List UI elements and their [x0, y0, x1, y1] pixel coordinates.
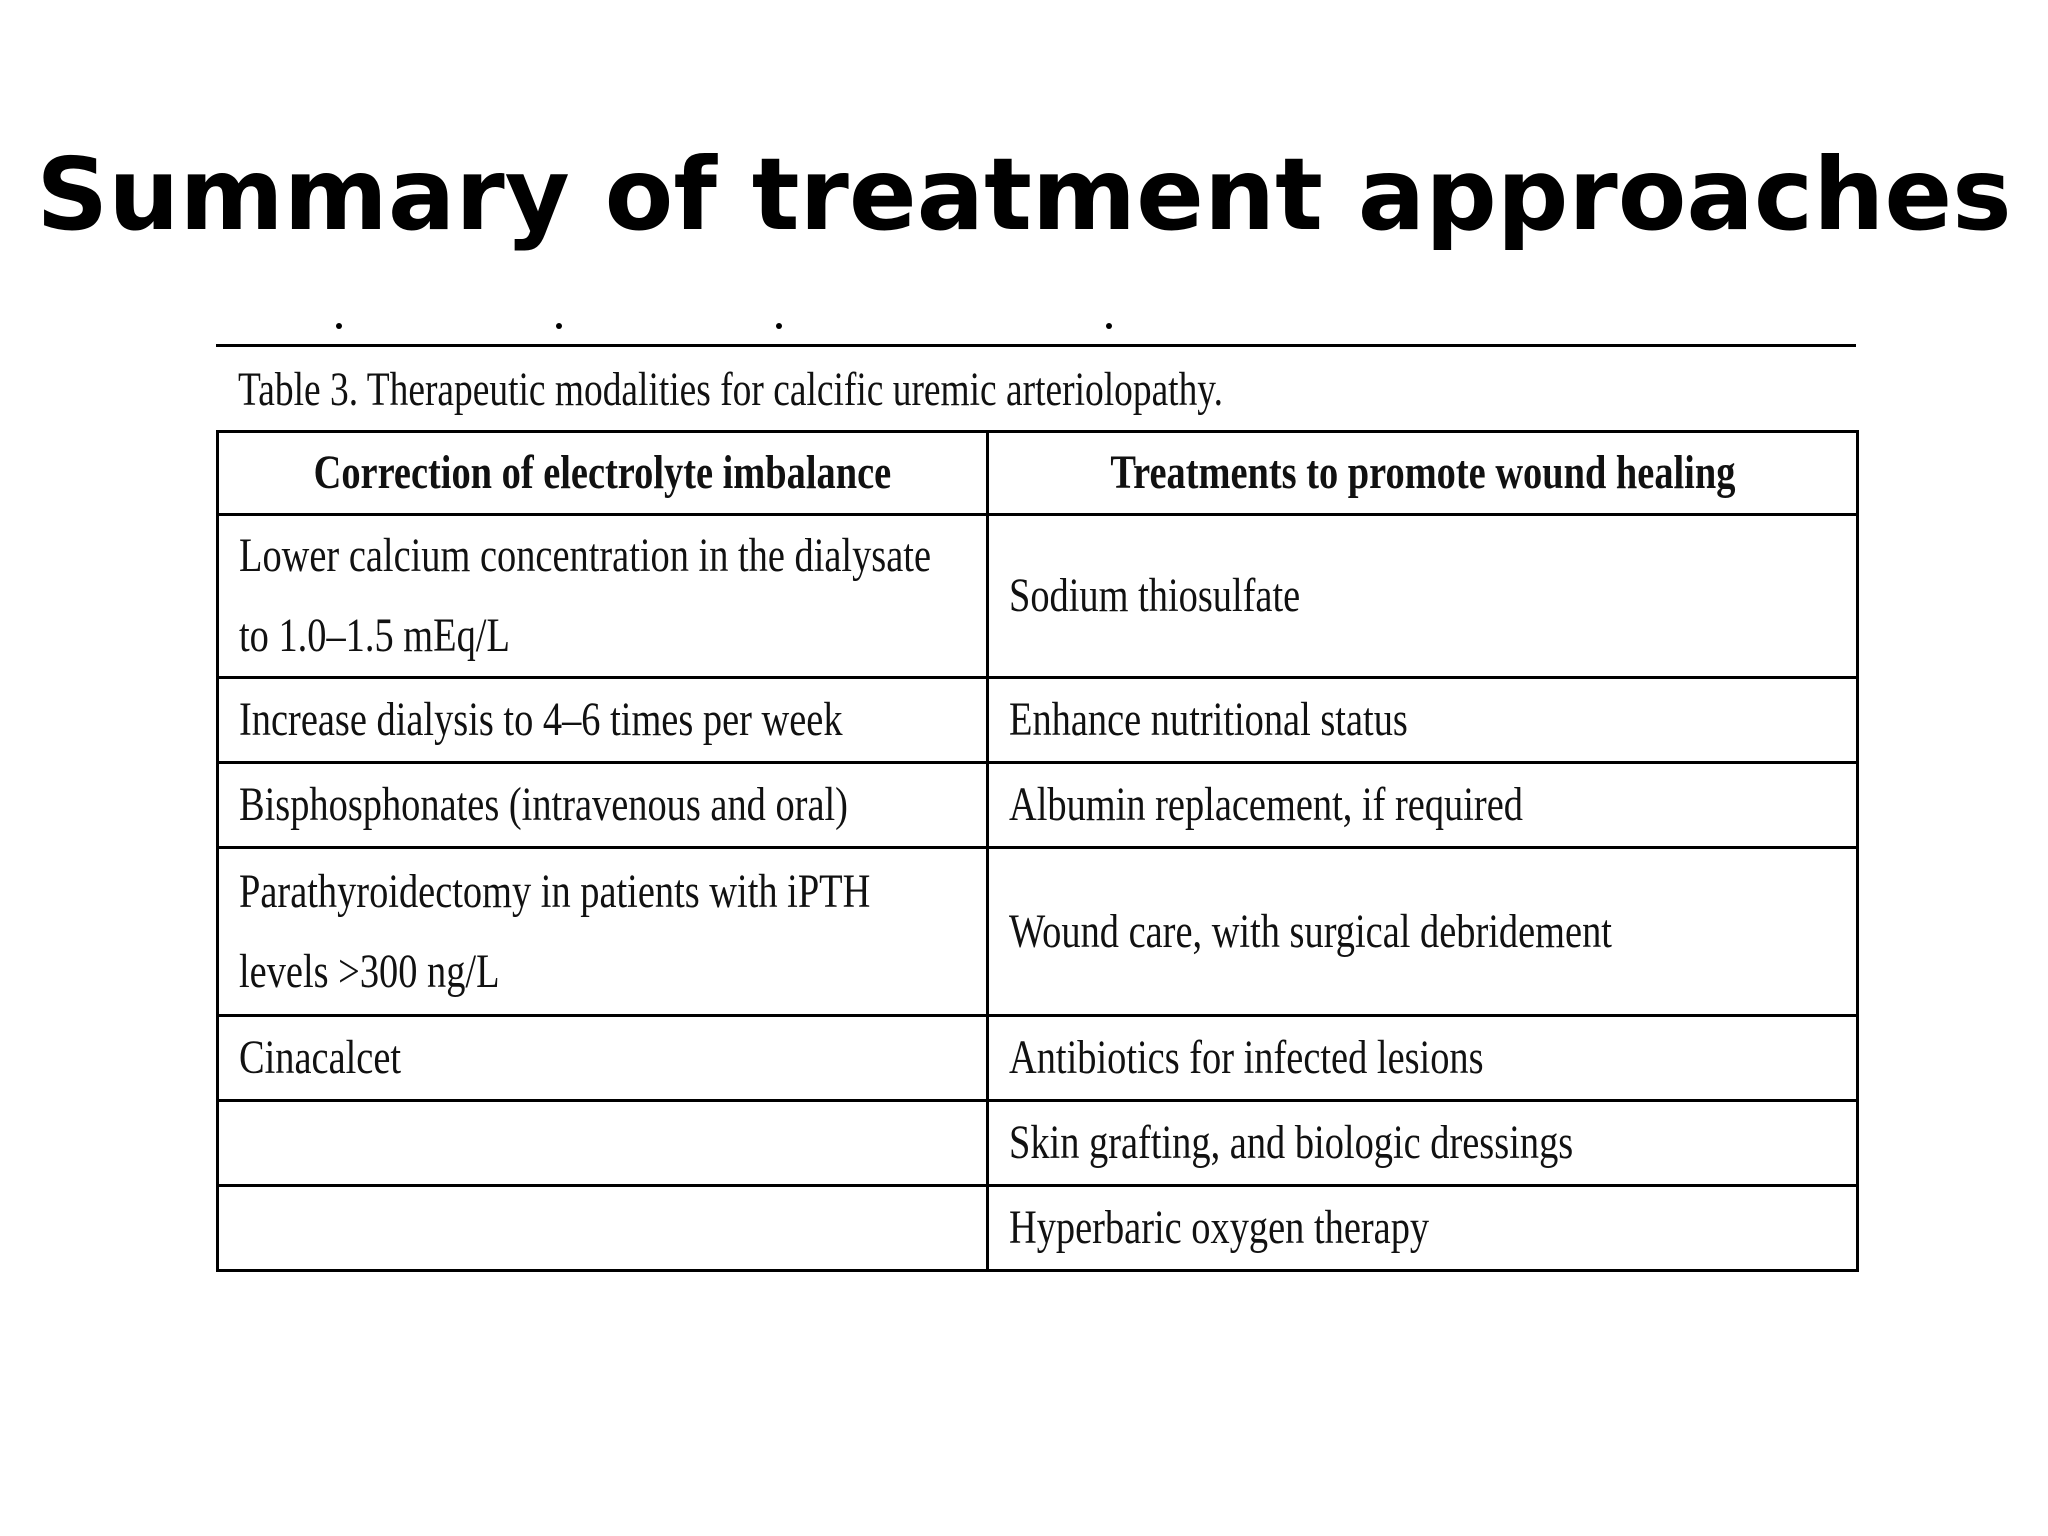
table-cell: Antibiotics for infected lesions [988, 1016, 1858, 1101]
table-top-rule [216, 344, 1856, 347]
table-header-row [218, 432, 1858, 515]
table-cell: Cinacalcet [218, 1016, 988, 1101]
modalities-table [216, 430, 1859, 1272]
slide-title: Summary of treatment approaches [36, 136, 2012, 253]
table-cell: Hyperbaric oxygen therapy [988, 1186, 1858, 1271]
table-cell [218, 1186, 988, 1271]
table-cell: Parathyroidectomy in patients with iPTH levels >300 ng/L [218, 848, 988, 1016]
header-wound-healing: Treatments to promote wound healing [988, 432, 1858, 515]
table-cell: Albumin replacement, if required [988, 763, 1858, 848]
table-cell: Increase dialysis to 4–6 times per week [218, 678, 988, 763]
scan-artifact-marks [216, 320, 1856, 332]
table-cell [218, 1101, 988, 1186]
table-row [218, 1186, 1858, 1271]
table-cell: Skin grafting, and biologic dressings [988, 1101, 1858, 1186]
table-cell: Lower calcium concentration in the dialysate to 1.0–1.5 mEq/L [218, 515, 988, 678]
table-row [218, 1101, 1858, 1186]
table-cell: Sodium thiosulfate [988, 515, 1858, 678]
table-cell: Bisphosphonates (intravenous and oral) [218, 763, 988, 848]
table-row [218, 678, 1858, 763]
table-row [218, 515, 1858, 678]
header-electrolyte: Correction of electrolyte imbalance [218, 432, 988, 515]
table-cell: Enhance nutritional status [988, 678, 1858, 763]
table-row [218, 848, 1858, 1016]
table-caption: Table 3. Therapeutic modalities for calcific uremic arteriolopathy. [238, 363, 1223, 416]
table-row [218, 763, 1858, 848]
table-row [218, 1016, 1858, 1101]
table-cell: Wound care, with surgical debridement [988, 848, 1858, 1016]
